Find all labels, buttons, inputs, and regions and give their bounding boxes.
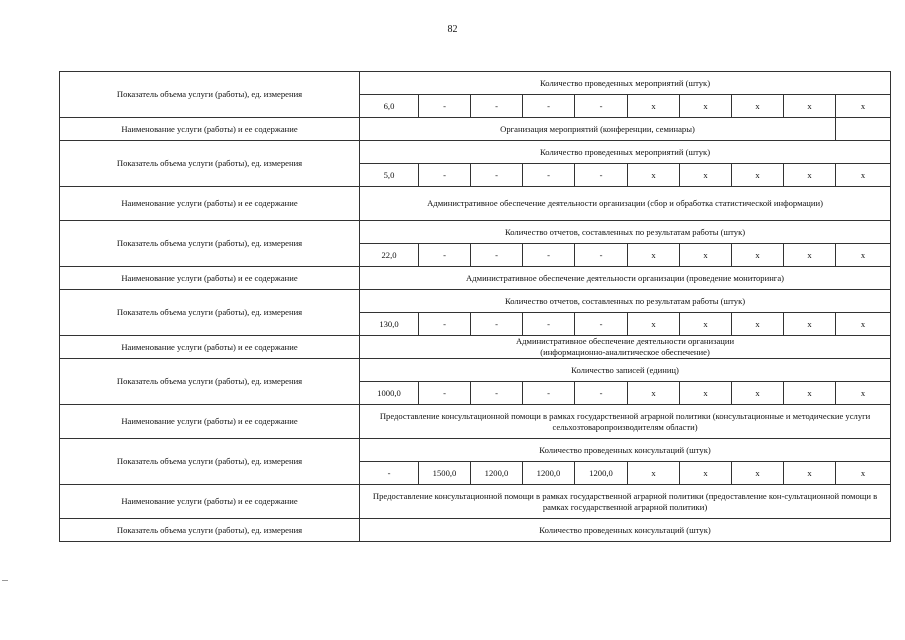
value-cell: 1000,0	[360, 382, 419, 405]
value-cell: -	[523, 164, 575, 187]
service-name-label: Наименование услуги (работы) и ее содержание	[60, 336, 360, 359]
indicator-label: Показатель объема услуги (работы), ед. измерения	[60, 359, 360, 405]
value-cell: 22,0	[360, 244, 419, 267]
service-name-label: Наименование услуги (работы) и ее содержание	[60, 485, 360, 519]
indicator-label: Показатель объема услуги (работы), ед. измерения	[60, 141, 360, 187]
margin-mark	[2, 580, 8, 581]
page-number: 82	[447, 24, 458, 35]
service-name-row	[60, 267, 891, 290]
service-name-text: Организация мероприятий (конференции, семинары)	[360, 118, 836, 141]
value-cell: x	[784, 244, 836, 267]
indicator-text: Количество отчетов, составленных по результатам работы (штук)	[360, 221, 891, 244]
value-cell: x	[628, 462, 680, 485]
value-cell: -	[575, 382, 628, 405]
indicator-row	[60, 72, 891, 95]
value-cell: 1200,0	[471, 462, 523, 485]
value-cell: x	[836, 313, 891, 336]
indicator-label: Показатель объема услуги (работы), ед. измерения	[60, 72, 360, 118]
value-cell: -	[360, 462, 419, 485]
service-name-row	[60, 405, 891, 439]
value-cell: x	[836, 462, 891, 485]
value-cell: -	[471, 313, 523, 336]
value-cell: x	[732, 95, 784, 118]
value-cell: -	[523, 95, 575, 118]
indicator-label: Показатель объема услуги (работы), ед. измерения	[60, 519, 360, 542]
value-cell: -	[419, 244, 471, 267]
value-cell: x	[680, 95, 732, 118]
service-name-text: Предоставление консультационной помощи в рамках государственной аграрной политики (предоставление кон-сультационной помощи в рамках государственной аграрной политики)	[360, 485, 891, 519]
value-cell: x	[628, 382, 680, 405]
indicator-label: Показатель объема услуги (работы), ед. измерения	[60, 439, 360, 485]
value-cell: x	[680, 382, 732, 405]
value-cell: 6,0	[360, 95, 419, 118]
value-cell: -	[471, 164, 523, 187]
value-cell: x	[680, 164, 732, 187]
value-cell: -	[523, 382, 575, 405]
service-name-text: Административное обеспечение деятельности организации (информационно-аналитическое обеспечение)	[360, 336, 891, 359]
value-cell: x	[732, 462, 784, 485]
value-cell: -	[419, 164, 471, 187]
value-cell: x	[784, 382, 836, 405]
value-cell: -	[575, 313, 628, 336]
indicator-row	[60, 519, 891, 542]
value-cell: 130,0	[360, 313, 419, 336]
service-name-text: Административное обеспечение деятельности организации (проведение мониторинга)	[360, 267, 891, 290]
services-table	[59, 71, 891, 542]
value-cell: -	[419, 382, 471, 405]
service-name-row	[60, 118, 891, 141]
service-name-text: Предоставление консультационной помощи в рамках государственной аграрной политики (консультационные и методические услуги сельхозтоваропроизводителям области)	[360, 405, 891, 439]
value-cell: x	[836, 164, 891, 187]
indicator-label: Показатель объема услуги (работы), ед. измерения	[60, 221, 360, 267]
value-cell: x	[680, 244, 732, 267]
service-name-text: Административное обеспечение деятельности организации (сбор и обработка статистической информации)	[360, 187, 891, 221]
value-cell: -	[471, 95, 523, 118]
value-cell: x	[836, 244, 891, 267]
value-cell: 1200,0	[575, 462, 628, 485]
value-cell: x	[784, 164, 836, 187]
value-cell: -	[471, 244, 523, 267]
value-cell: x	[628, 313, 680, 336]
value-cell: 1500,0	[419, 462, 471, 485]
indicator-row	[60, 439, 891, 462]
service-name-label: Наименование услуги (работы) и ее содержание	[60, 267, 360, 290]
value-cell: x	[680, 462, 732, 485]
value-cell: x	[680, 313, 732, 336]
indicator-row	[60, 141, 891, 164]
service-name-row	[60, 187, 891, 221]
value-cell: -	[575, 244, 628, 267]
value-cell: x	[732, 244, 784, 267]
service-name-label: Наименование услуги (работы) и ее содержание	[60, 405, 360, 439]
value-cell: x	[784, 462, 836, 485]
indicator-text: Количество отчетов, составленных по результатам работы (штук)	[360, 290, 891, 313]
indicator-text: Количество проведенных мероприятий (штук)	[360, 72, 891, 95]
value-cell: x	[836, 382, 891, 405]
indicator-text: Количество записей (единиц)	[360, 359, 891, 382]
value-cell: -	[419, 313, 471, 336]
empty-cell	[836, 118, 891, 141]
value-cell: x	[732, 382, 784, 405]
value-cell: -	[575, 164, 628, 187]
value-cell: -	[471, 382, 523, 405]
value-cell: x	[732, 313, 784, 336]
value-cell: x	[628, 244, 680, 267]
indicator-row	[60, 290, 891, 313]
value-cell: x	[628, 95, 680, 118]
service-name-row	[60, 485, 891, 519]
value-cell: x	[628, 164, 680, 187]
value-cell: -	[523, 313, 575, 336]
value-cell: 1200,0	[523, 462, 575, 485]
value-cell: x	[732, 164, 784, 187]
service-name-label: Наименование услуги (работы) и ее содержание	[60, 187, 360, 221]
indicator-row	[60, 221, 891, 244]
value-cell: x	[836, 95, 891, 118]
indicator-text: Количество проведенных консультаций (штук)	[360, 519, 891, 542]
service-name-row	[60, 336, 891, 359]
value-cell: -	[575, 95, 628, 118]
indicator-text: Количество проведенных мероприятий (штук)	[360, 141, 891, 164]
indicator-text: Количество проведенных консультаций (штук)	[360, 439, 891, 462]
value-cell: -	[523, 244, 575, 267]
value-cell: 5,0	[360, 164, 419, 187]
value-cell: x	[784, 313, 836, 336]
service-name-label: Наименование услуги (работы) и ее содержание	[60, 118, 360, 141]
indicator-row	[60, 359, 891, 382]
value-cell: x	[784, 95, 836, 118]
indicator-label: Показатель объема услуги (работы), ед. измерения	[60, 290, 360, 336]
value-cell: -	[419, 95, 471, 118]
